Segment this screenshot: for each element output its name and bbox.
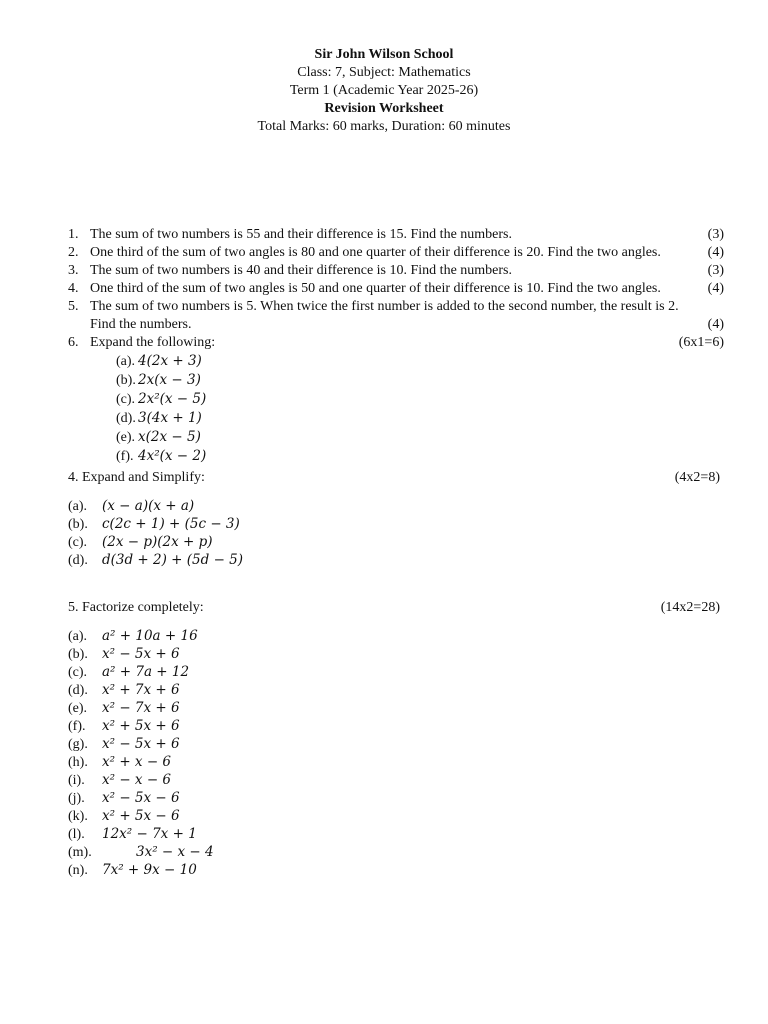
section-marks: (14x2=28) xyxy=(660,600,720,615)
expand-item xyxy=(116,352,724,371)
item-expression: d(3d + 2) + (5d − 5) xyxy=(102,552,244,568)
item-expression: x² − 5x + 6 xyxy=(102,736,180,752)
item-expression: x² + 7x + 6 xyxy=(102,682,180,698)
item-label: (c). xyxy=(116,392,136,407)
item-expression: x² + 5x + 6 xyxy=(102,718,180,734)
list-item xyxy=(68,717,720,735)
item-expression: x² − 5x + 6 xyxy=(102,646,180,662)
expand-item xyxy=(116,409,724,428)
list-item xyxy=(68,735,720,753)
item-label: (h). xyxy=(68,755,88,770)
section-items xyxy=(68,627,720,879)
list-item xyxy=(68,771,720,789)
question-row xyxy=(68,334,724,352)
section-heading-row xyxy=(68,599,720,617)
item-expression: 3(4x + 1) xyxy=(138,410,202,426)
question-marks: (3) xyxy=(707,227,724,242)
item-expression: x² − 7x + 6 xyxy=(102,700,180,716)
list-item xyxy=(68,699,720,717)
list-item xyxy=(68,807,720,825)
section-expand-simplify xyxy=(68,469,720,569)
question-row xyxy=(68,226,724,244)
item-expression: 2x(x − 3) xyxy=(138,372,201,388)
section-heading: 4. Expand and Simplify: xyxy=(68,470,205,485)
list-item xyxy=(68,533,720,551)
list-item xyxy=(68,789,720,807)
question-number: 5. xyxy=(68,299,79,314)
item-label: (f). xyxy=(116,449,134,464)
item-expression: a² + 7a + 12 xyxy=(102,664,190,680)
item-label: (d). xyxy=(68,553,88,568)
list-item xyxy=(68,515,720,533)
item-expression: (2x − p)(2x + p) xyxy=(102,534,213,550)
item-expression: x² + x − 6 xyxy=(102,754,172,770)
item-expression: a² + 10a + 16 xyxy=(102,628,198,644)
section-items xyxy=(68,497,720,569)
item-label: (c). xyxy=(68,535,88,550)
question-row xyxy=(68,298,724,316)
expand-item xyxy=(116,428,724,447)
marks-duration: Total Marks: 60 marks, Duration: 60 minutes xyxy=(257,119,511,134)
item-label: (a). xyxy=(68,629,88,644)
item-expression: x(2x − 5) xyxy=(138,429,201,445)
item-label: (b). xyxy=(116,373,136,388)
question-text: Find the numbers. xyxy=(90,317,192,332)
question-text: The sum of two numbers is 5. When twice the first number is added to the second number, the result is 2. xyxy=(90,299,679,314)
question-list xyxy=(68,226,724,466)
item-label: (d). xyxy=(68,683,88,698)
question-marks: (3) xyxy=(707,263,724,278)
expand-item xyxy=(116,447,724,466)
worksheet-header xyxy=(0,46,768,136)
term-info: Term 1 (Academic Year 2025-26) xyxy=(289,83,479,98)
list-item xyxy=(68,861,720,879)
list-item xyxy=(68,663,720,681)
item-expression: 2x²(x − 5) xyxy=(138,391,207,407)
list-item xyxy=(68,645,720,663)
item-label: (i). xyxy=(68,773,85,788)
question-text: One third of the sum of two angles is 50 and one quarter of their difference is 10. Find the two angles. xyxy=(90,281,661,296)
item-expression: x² − 5x − 6 xyxy=(102,790,180,806)
list-item xyxy=(68,497,720,515)
section-heading: 5. Factorize completely: xyxy=(68,600,204,615)
item-label: (k). xyxy=(68,809,88,824)
expand-item xyxy=(116,371,724,390)
item-expression: (x − a)(x + a) xyxy=(102,498,195,514)
item-label: (b). xyxy=(68,517,88,532)
item-label: (j). xyxy=(68,791,85,806)
question-number: 1. xyxy=(68,227,79,242)
list-item xyxy=(68,825,720,843)
question-row xyxy=(68,280,724,298)
question-marks: (4) xyxy=(707,317,724,332)
question-number: 2. xyxy=(68,245,79,260)
question-text: Expand the following: xyxy=(90,335,216,350)
item-expression: 12x² − 7x + 1 xyxy=(102,826,197,842)
item-label: (a). xyxy=(116,354,136,369)
item-expression: 4(2x + 3) xyxy=(138,353,202,369)
item-label: (a). xyxy=(68,499,88,514)
worksheet-title: Revision Worksheet xyxy=(324,101,444,116)
item-expression: 3x² − x − 4 xyxy=(136,844,214,860)
expand-item xyxy=(116,390,724,409)
list-item xyxy=(68,627,720,645)
item-label: (n). xyxy=(68,863,88,878)
item-expression: 4x²(x − 2) xyxy=(138,448,207,464)
list-item xyxy=(68,551,720,569)
item-expression: c(2c + 1) + (5c − 3) xyxy=(102,516,240,532)
class-subject: Class: 7, Subject: Mathematics xyxy=(297,65,471,80)
item-label: (f). xyxy=(68,719,86,734)
item-label: (b). xyxy=(68,647,88,662)
question-text: The sum of two numbers is 55 and their difference is 15. Find the numbers. xyxy=(90,227,512,242)
question-row xyxy=(68,244,724,262)
question-marks: (4) xyxy=(707,281,724,296)
item-label: (g). xyxy=(68,737,88,752)
question-row xyxy=(68,262,724,280)
school-name: Sir John Wilson School xyxy=(314,47,454,62)
question-marks: (6x1=6) xyxy=(678,335,724,350)
item-label: (l). xyxy=(68,827,85,842)
question-text: The sum of two numbers is 40 and their difference is 10. Find the numbers. xyxy=(90,263,512,278)
item-expression: x² + 5x − 6 xyxy=(102,808,180,824)
item-expression: 7x² + 9x − 10 xyxy=(102,862,197,878)
item-label: (e). xyxy=(68,701,88,716)
list-item xyxy=(68,753,720,771)
question-text: One third of the sum of two angles is 80 and one quarter of their difference is 20. Find the two angles. xyxy=(90,245,661,260)
item-label: (c). xyxy=(68,665,88,680)
list-item xyxy=(68,843,720,861)
question-marks: (4) xyxy=(707,245,724,260)
question-number: 3. xyxy=(68,263,79,278)
item-label: (m). xyxy=(68,845,92,860)
section-heading-row xyxy=(68,469,720,487)
item-label: (e). xyxy=(116,430,136,445)
question-number: 6. xyxy=(68,335,79,350)
expand-list xyxy=(116,352,724,466)
item-label: (d). xyxy=(116,411,136,426)
section-factorize xyxy=(68,599,720,879)
item-expression: x² − x − 6 xyxy=(102,772,172,788)
question-number: 4. xyxy=(68,281,79,296)
question-row xyxy=(68,316,724,334)
list-item xyxy=(68,681,720,699)
section-marks: (4x2=8) xyxy=(674,470,720,485)
